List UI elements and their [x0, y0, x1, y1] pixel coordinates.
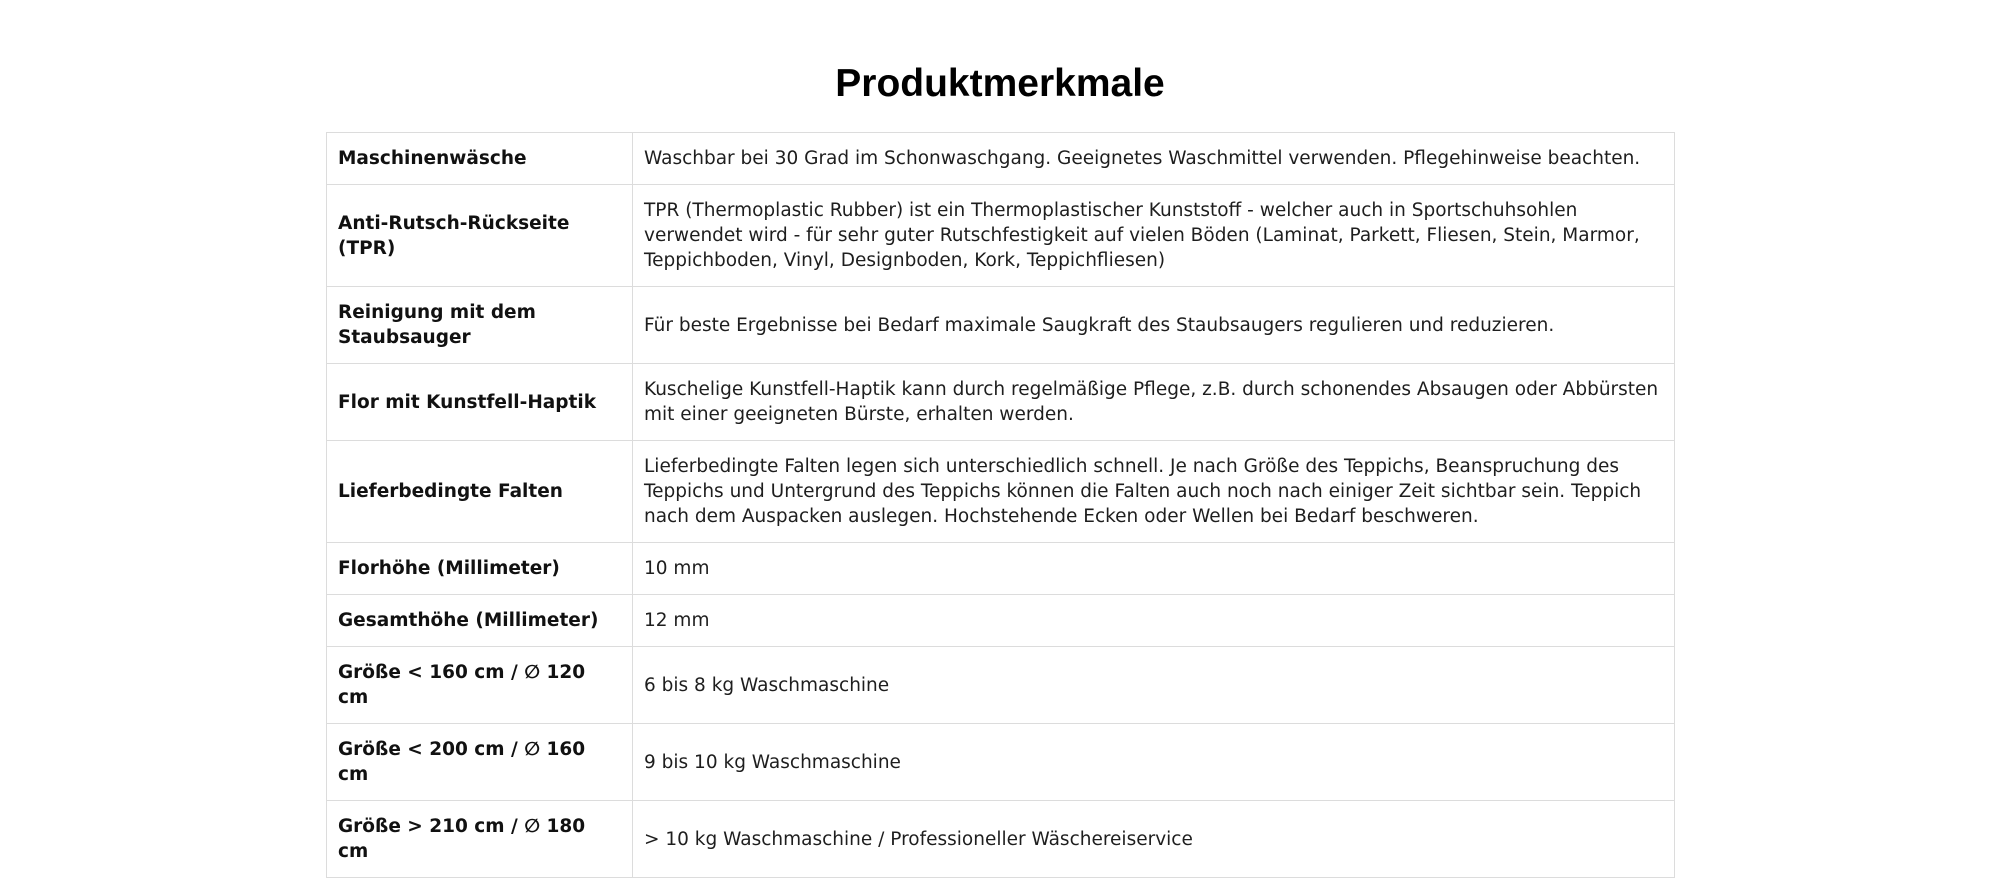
feature-value: > 10 kg Waschmaschine / Professioneller Wäschereiservice: [633, 801, 1675, 878]
feature-value: 12 mm: [633, 595, 1675, 647]
feature-label: Größe > 210 cm / ∅ 180 cm: [327, 801, 633, 878]
feature-value: Lieferbedingte Falten legen sich unterschiedlich schnell. Je nach Größe des Teppichs, Beanspruchung des Teppichs und Untergrund des Teppichs können die Falten auch noch nach einiger Zeit sichtbar sein. Teppich nach dem Auspacken auslegen. Hochstehende Ecken oder Wellen bei Bedarf beschweren.: [633, 441, 1675, 543]
table-row: [327, 724, 1675, 801]
table-row: [327, 543, 1675, 595]
feature-label: Größe < 160 cm / ∅ 120 cm: [327, 647, 633, 724]
feature-label: Größe < 200 cm / ∅ 160 cm: [327, 724, 633, 801]
table-row: [327, 287, 1675, 364]
table-row: [327, 801, 1675, 878]
feature-label: Lieferbedingte Falten: [327, 441, 633, 543]
page-title: Produktmerkmale: [835, 62, 1165, 105]
feature-value: Für beste Ergebnisse bei Bedarf maximale Saugkraft des Staubsaugers regulieren und reduzieren.: [633, 287, 1675, 364]
feature-value: 6 bis 8 kg Waschmaschine: [633, 647, 1675, 724]
feature-value: Waschbar bei 30 Grad im Schonwaschgang. Geeignetes Waschmittel verwenden. Pflegehinweise beachten.: [633, 133, 1675, 185]
feature-label: Gesamthöhe (Millimeter): [327, 595, 633, 647]
product-features-table: [326, 132, 1675, 878]
table-row: [327, 647, 1675, 724]
table-row: [327, 595, 1675, 647]
feature-value: 10 mm: [633, 543, 1675, 595]
table-row: [327, 364, 1675, 441]
feature-label: Maschinenwäsche: [327, 133, 633, 185]
table-row: [327, 133, 1675, 185]
table-row: [327, 441, 1675, 543]
feature-label: Flor mit Kunstfell-Haptik: [327, 364, 633, 441]
feature-value: 9 bis 10 kg Waschmaschine: [633, 724, 1675, 801]
table-row: [327, 185, 1675, 287]
feature-label: Florhöhe (Millimeter): [327, 543, 633, 595]
feature-label: Anti-Rutsch-Rückseite (TPR): [327, 185, 633, 287]
feature-value: TPR (Thermoplastic Rubber) ist ein Thermoplastischer Kunststoff - welcher auch in Sportschuhsohlen verwendet wird - für sehr guter Rutschfestigkeit auf vielen Böden (Laminat, Parkett, Fliesen, Stein, Marmor, Teppichboden, Vinyl, Designboden, Kork, Teppichfliesen): [633, 185, 1675, 287]
feature-value: Kuschelige Kunstfell-Haptik kann durch regelmäßige Pflege, z.B. durch schonendes Absaugen oder Abbürsten mit einer geeigneten Bürste, erhalten werden.: [633, 364, 1675, 441]
feature-label: Reinigung mit dem Staubsauger: [327, 287, 633, 364]
